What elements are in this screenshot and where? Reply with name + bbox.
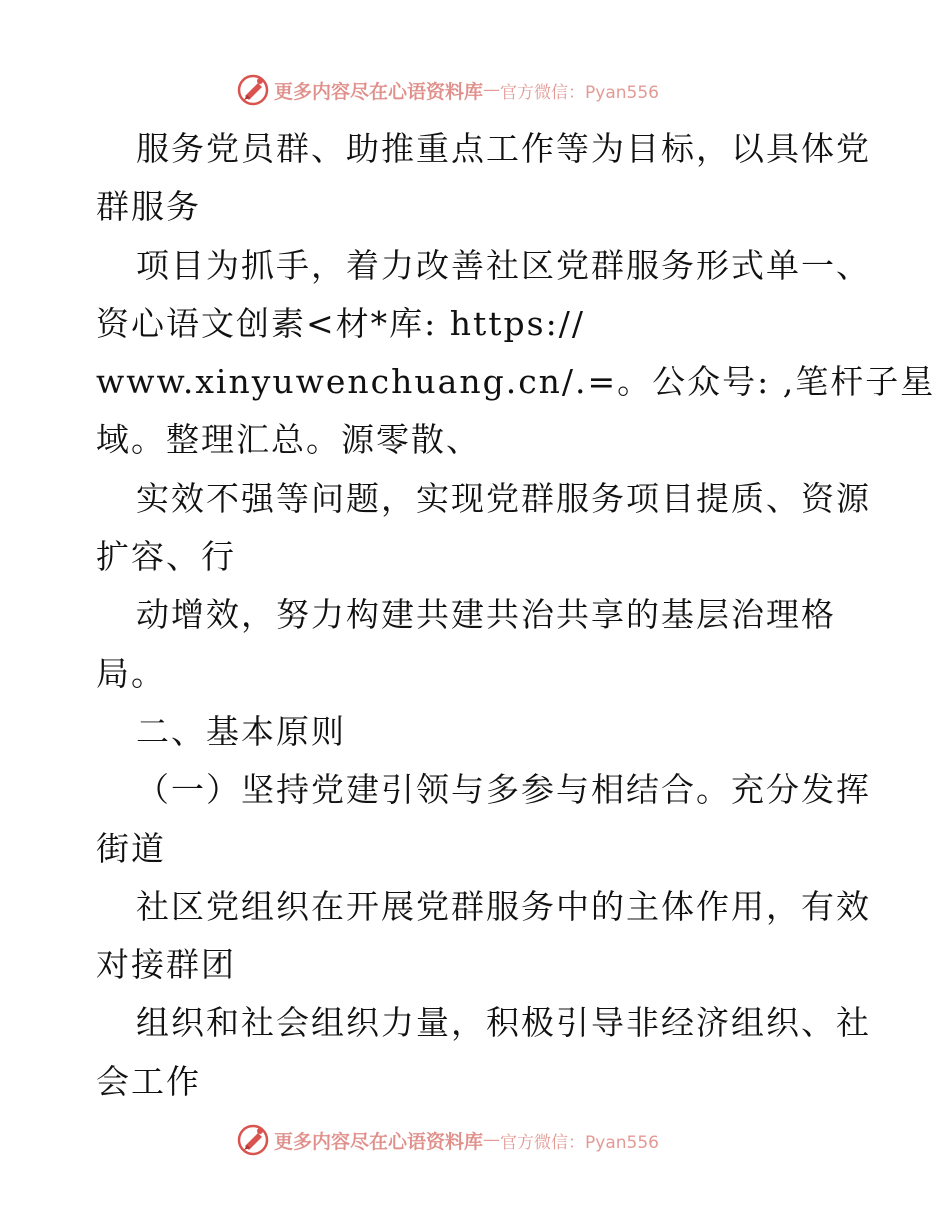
paragraph-line: 服务党员群、助推重点工作等为目标，以具体党: [136, 129, 871, 168]
watermark-header: [236, 72, 659, 108]
watermark-sub-text: 官方微信：Pyan556: [500, 82, 659, 103]
paragraph-line: 扩容、行: [96, 537, 236, 577]
watermark-sub-text: 官方微信：Pyan556: [500, 1132, 659, 1153]
paragraph-line: 资心语文创素<材*库: https://: [96, 303, 585, 343]
paragraph-line: 会工作: [96, 1061, 201, 1101]
paragraph-line: 街道: [96, 828, 166, 868]
paragraph-line: 动增效，努力构建共建共治共享的基层治理格: [136, 595, 836, 635]
paragraph-line: 群服务: [96, 187, 201, 227]
watermark-main-text: 更多内容尽在心语资料库: [274, 1130, 484, 1153]
document-body: [96, 120, 936, 1111]
paragraph-line: 组织和社会组织力量，积极引导非经济组织、社: [136, 1003, 871, 1043]
watermark-main-text: 更多内容尽在心语资料库: [274, 80, 484, 103]
paragraph-line: 社区党组织在开展党群服务中的主体作用，有效: [136, 886, 871, 926]
section-heading: 二、基本原则: [136, 711, 346, 751]
watermark-dash: —: [483, 1130, 501, 1150]
watermark-dash: —: [483, 80, 501, 100]
pen-circle-logo-icon: [236, 73, 270, 107]
paragraph-line: 域。整理汇总。源零散、: [96, 420, 481, 460]
paragraph-line: 局。: [96, 653, 166, 693]
paragraph-line: 对接群团: [96, 945, 236, 985]
paragraph-line: www.xinyuwenchuang.cn/.=。公众号: ,笔杆子星: [96, 362, 936, 402]
paragraph-line: 项目为抓手，着力改善社区党群服务形式单一、: [136, 245, 871, 285]
subsection-heading: （一）坚持党建引领与多参与相结合。充分发挥: [136, 770, 871, 810]
watermark-footer: [236, 1122, 659, 1158]
paragraph-line: 实效不强等问题，实现党群服务项目提质、资源: [136, 478, 871, 518]
pen-circle-logo-icon: [236, 1123, 270, 1157]
